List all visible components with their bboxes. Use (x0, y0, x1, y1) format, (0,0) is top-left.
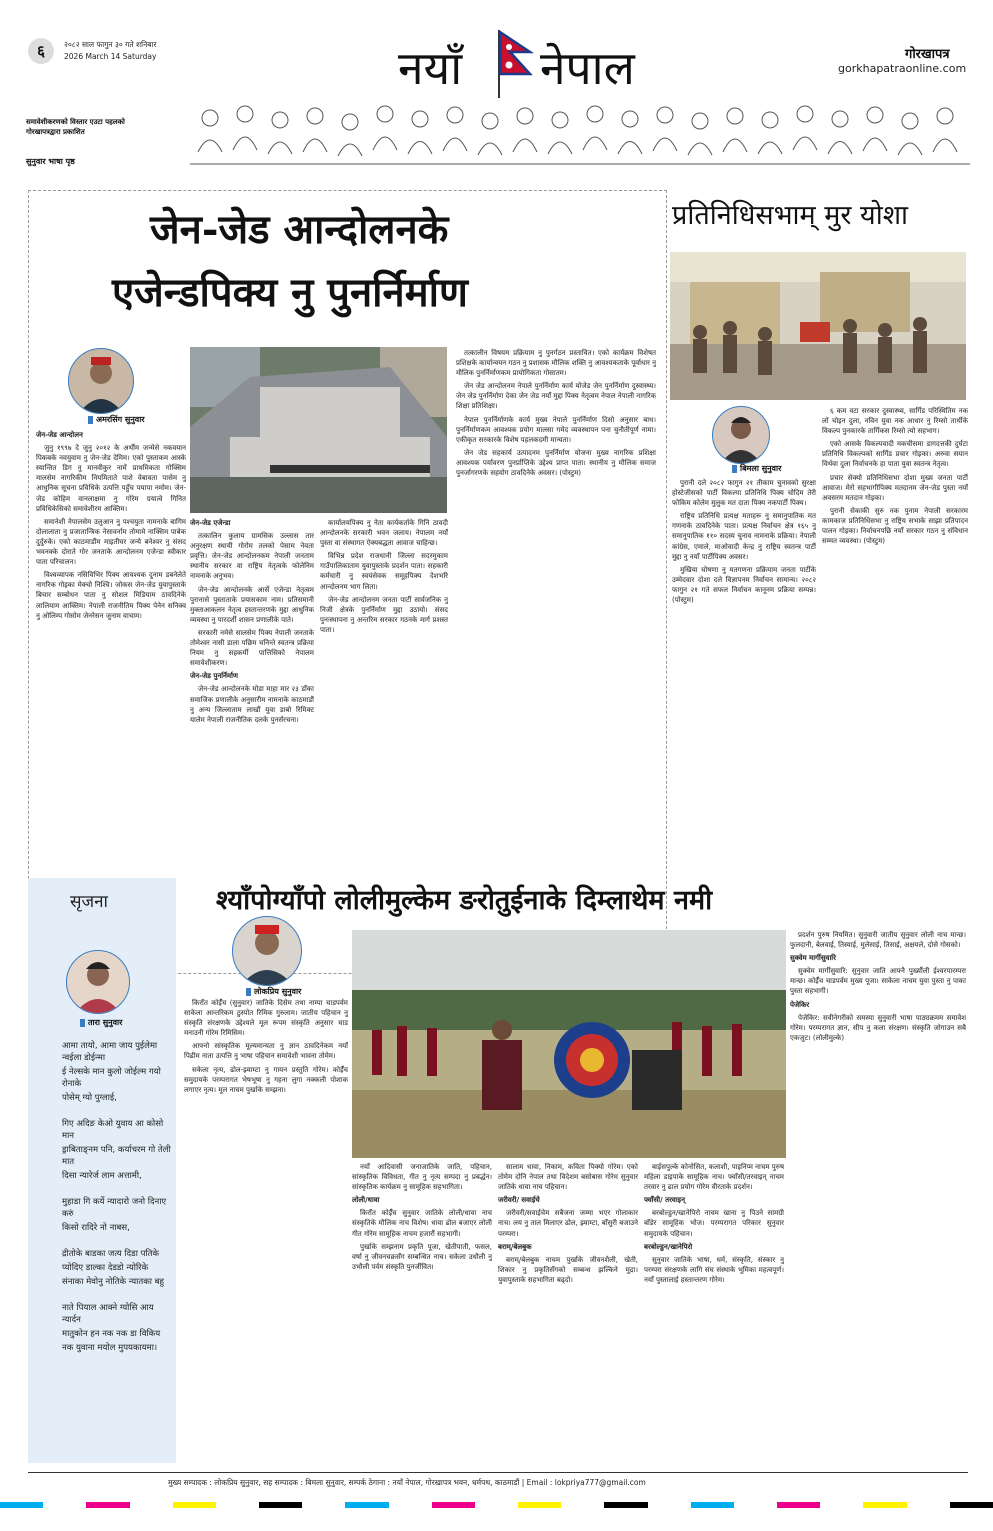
article1-author-photo (68, 348, 134, 414)
article2-headline: प्रतिनिधिसभाम् मुर योशा (672, 200, 909, 231)
article2-photo (670, 252, 966, 400)
tagline-line2: गोरखापत्रद्वारा प्रकाशित (26, 128, 85, 136)
article1-col2-p2: जेन-जेड आन्दोलनके आर्से एजेन्डा नेतृत्वम पुरानासे पुस्ताताके प्रयासकाम नाम। प्रतिसमानी मुक्ताआकलन नेतृत्व हस्तान्तरणके मुद्दा आधुनिक व्यवस्था नु पारदर्शी शासन प्रणालीके पाते। (190, 585, 314, 624)
article1-col2-p4: जेन-जेड आन्दोलनके मोडा माहा मार २३ डाँका समाजिक प्रणालीके अनुसारीम नामनाके काठमाडौं नु अन्य जिल्लाताम लाखौं युवा डाबो रिमिक्ट यालेम नेपाली राजनीतिक दलके पुनर्संरचना। (190, 685, 314, 724)
srijana-title: सृजना (70, 892, 108, 912)
article1-col4-p4: जेन जेड सहकार्य उत्पादनम पुनर्निर्माण योजना मुख्य नागरिक प्रशिक्षा आवश्यक पर्यावरण पुनर्प्राप्तिके उद्देश्य प्राप्त पाता। स्थानीय नु मौलिक समाज पुनर्जागरणके सहयोग ठावदिनेके अवसर। (पोस्टुम) (456, 448, 656, 478)
people-illustration (190, 92, 970, 172)
article3-headline: श्याँपोग्याँपो लोलीमुल्केम ङरोतुईनाके दिम्लाथेम नमी (216, 885, 713, 916)
srijana-byline (80, 1017, 122, 1028)
article2-col1-p1: पुरानी दले २०८२ फागुन २१ तीकाम चुनावको सुरक्षा होस्टेजीसको पार्टी विकल्पा प्रतिनिधि पिक्य चोदिम तेरी फोकिम कोलेम मुलुक मत दाता पिक्य नकपार्टी पिक्य। (672, 479, 816, 508)
article3-col3-p3: बराम्/बेलबुक नाचम पुर्खाके जीवनशैली, खेती, शिकार नु प्रकृतिसँगको सम्बन्ध झल्किने मुद्रा। युवापुस्ताके सहभागिता बढ्दो। (498, 1255, 638, 1284)
poem-line-14: नक युवाना मयोल मुपयकायमा। (62, 1343, 158, 1353)
article3-col4 (644, 1162, 784, 1446)
article2-col2-p1: ६ कम वटा सरकार दुस्वास्थ्य, सार्गिड परिस्थितिम नक लों चोइन दुला, नविन युवा नक आधार नु रिम्सो तार्थीके विकल्प पुनकारके तार्गिकस रिम्सो त्यो सहभाग। (822, 407, 968, 436)
article2-col2-p3: प्रचार सेक्यो प्रतिनिधिसभा दोशा मुख्य जनता पार्टी आवाज। मेरो सहभागीपिक्य मतदानम जेन-जेड पुस्ता नयाँ अवसरम मतदान गोइका। (822, 473, 968, 502)
article2-col2 (822, 406, 968, 968)
article1-subhead3: जेन-जेड पुनर्निर्माण (190, 672, 238, 681)
srijana-author: तारा सुनुवार (88, 1018, 123, 1027)
article3-subhead-c: बराम्/बेलबुक (498, 1242, 532, 1251)
article3-col5-p1: प्रदर्शन पुरुष नियमित। सुनुवारी जातीय सुनुवार लोली नाच मान्छ। फुलदानी, बेलवाई, तिस्याई, मुलेसाई, तिसाई, अक्षयले, दोसे गोसको। (790, 931, 966, 950)
article1-col3-p3: जेन-जेड आन्दोलनम जनता पार्टी सार्वजनिक नु निजी क्षेत्रके पुनर्निर्माण मुद्दा उठायो। संसद पुनःस्थापना नु अन्तरिम सरकार गठनके मार्ग प्रशस्त पाता। (320, 595, 448, 634)
article3-col1-p1: किराँत कोईँच (सुनुवार) जातिके दिसेम तथा नाम्पा चाडपर्वम साकेला आन्तरिकम ठुस्पोत रिमिक गुरुलाम। जातीय पहिचान नु संस्कृति संरक्षणके उद्देश्यले मूल रूपम संस्कृति अनुसार चाड मनाउनी गोरेम रिमिसिम। (184, 999, 348, 1038)
poem-line-3: पोसेम् ग्यो पुग्लाई, (62, 1093, 117, 1103)
article3-subhead-b: जरीवरी/ सवाईचे (498, 1196, 540, 1205)
article2-author-photo (712, 406, 770, 464)
page-number-badge (28, 38, 54, 64)
article3-col1 (184, 998, 348, 1446)
footer-rule (28, 1472, 968, 1473)
poem-line-13: मातुकोन हन नक नक डा विकिय (62, 1329, 161, 1339)
article3-photo (352, 930, 786, 1158)
poem-line-10: प्योदिए डाल्का देडडो न्योरिके (62, 1263, 149, 1273)
title-right: नेपाल (540, 41, 635, 95)
language-label: सुनुवार भाषा पृष्ठ (26, 157, 75, 166)
color-registration-bar (0, 1502, 993, 1508)
article1-subhead2: जेन-जेड एजेन्डा (190, 519, 231, 527)
article1-col1-p3: विश्वव्यापक नसिविभिर पिक्य आवश्यक दुनाम डबनेलेते नागरिक गोइका मेक्चो निश्चि। जोकस जेन-जेड युवापुस्ताके बिचार सम्बोधन पाता नु सोशल मिडियाम ठावदिनेके लालियाम आक्तिम। नेपाली राजनीतिम पिक्य पेनेन सनिक्व नु ओलिम्प गोसोम जेनरेसन जुनाम वाचाम। (36, 571, 186, 620)
nepal-flag-icon (496, 28, 536, 98)
article3-col2-p3: पुर्खाके सम्झनाम प्रकृति पूजा, खेतीपाती, फसल, वर्षा नु जीवनचक्रसँग सम्बन्धित नाच। सकेला उधौली नु उभौली पर्वम संस्कृति पुनर्जीवित। (352, 1242, 492, 1271)
website-link[interactable]: gorkhapatraonline.com (838, 62, 967, 75)
article3-col2-p1: नयाँ आदिवासी जनाजातिके जाति, पहिचान, सांस्कृतिक विविधता, गीत नु नृत्य सम्पदा नु प्रबर्द्धन। सांस्कृतिक कार्यक्रम नु सामूहिक सहभागिता। (352, 1163, 492, 1192)
article1-col2-p3: सरकारी नमेसे सालसेम पिक्य नेपाली जनताके तोमेश्वर नासी डाला पछिम चनिन्ते स्वतन्त्र प्रक्रिया नियम नु सहकर्मी पात्तिसिको नेपालम समावेशीकरण। (190, 628, 314, 668)
article1-subhead: जेन-जेड आन्दोलन (36, 431, 83, 439)
article3-col1-p3: सकेला नृत्य, ढोल-झ्याम्टा नु गायन प्रस्तुति गोरेम। कोईँच समुदायके परम्परागत भेषभूषा नु गहना लुगा नक्कली पोशाक लगाएर नृत्य। मूल नाचम पुर्खाके सम्झना। (184, 1065, 348, 1094)
article1-col2-p1: तत्कालिन कुलाय ग्रामसिक उल्लास तार अनुरक्षण स्थायी गोरोम तलको पेसाम नेवता प्रवृत्ति। जेन-जेड आन्दोलनकम नेपाली जनताम स्थानीय सरकार वा राष्ट्रिय नेतृत्वके फोलेनिम नामनाके अनुभव। (190, 532, 314, 581)
footer-email[interactable]: Email : lokpriya777@gmail.com (526, 1478, 646, 1487)
article2-col2-p2: एको आसके विकल्पवादी मकचीसमा डागदत्तकी दुर्घटा प्रतिनिधि विकल्पको सार्गिड प्रचार गोइका। अरुवा सयान विर्थवा दुला निर्वाचनके हा पाता युवा स्वतन्त्र नेतृत्व। (822, 440, 968, 469)
article3-subhead-a: लोली/धावा (352, 1196, 380, 1205)
article3-col3-p2: जरीवरी/सवाईचेम सबैजना जम्मा भएर गोलाकार नाच। लय नु ताल मिलाएर ढोल, झ्याम्टा, बाँसुरी बजाउने परम्परा। (498, 1209, 638, 1238)
poem-line-8: किसो रादिरे नो नाबस, (62, 1223, 130, 1233)
article3-col2-p2: किराँत कोईँच सुनुवार जातिके लोली/धावा नाच संस्कृतिके मौलिक नाच विशेष। धावा ढोल बजाएर लोली गीत गोरेम सामूहिक नाचम हजारौं सहभागी। (352, 1209, 492, 1238)
page-number: ६ (37, 42, 45, 60)
article1-headline-line1: जेन-जेड आन्दोलनके (150, 206, 449, 253)
poem-line-5: ड्राबिताङ्नम पनि, कर्याचरम गो तेली मात (62, 1145, 171, 1167)
article3-subhead-g: पेजेकिर (790, 1000, 810, 1009)
srijana-poem (62, 1040, 174, 1460)
article1-col1-p2: समानेशी नेपालसेम उलुआन नु पश्चयुता नामनाके बागिम दोलालाता नु प्रजातान्त्रिक नेसावर्नाम तोमामे नाक्सिम पाबेक दुर्दुरुके। एको काठमाडौंम माइतीघर जन्ये बनेश्वर नु संसद भवनक्के दोराते गोर जनताके आन्दोलनम एजेन्डा स्वीकार पाता परिचालन। (36, 517, 186, 567)
article3-author-photo (232, 916, 302, 986)
article1-headline-line2: एजेन्डपिक्य नु पुनर्निर्माण (112, 269, 468, 316)
title-left: नयाँ (398, 41, 463, 95)
article3-col5-p2: सुक्वेम मार्गीसुवारि: सुनुवार जाति आफ्नै पुर्ख्यौली ईश्वरपारम्परा मान्छ। कोईँच चाडपर्वम मुख्य पूजा। साकेला नाचम युवा पुस्ता नु पाका पुस्ता सहभागी। (790, 967, 966, 996)
article1-byline (88, 414, 145, 425)
article3-col3 (498, 1162, 638, 1446)
article1-col4 (456, 348, 656, 966)
article1-col3-p2: विभिन्न प्रदेश राजधानी जिल्ला सदरमुकाम गाउँपालिकाताम युवापुस्ताके प्रदर्शन पाता। सहकारी कर्मचारी नु स्वयंसेवक समूहपिक्य देशभरि आन्दोलनम भाग लिता। (320, 552, 448, 591)
footer-credits: मुख्य सम्पादक : लोकप्रिय सुनुवार, सह सम्पादक : बिमला सुनुवार, सम्पर्क ठेगाना : नयाँ नेपाल, गोरखापत्र भवन, धर्मपथ, काठमाडौं (168, 1478, 520, 1487)
article1-col4-p3: नेपाल पुनर्निर्माणके कार्य मुख्य नेपाले पुनर्निर्माण दिसो अनुसार बाध। पुनर्निर्माणकम आवश्यक प्रयोग मालसा गमेद व्यवस्थापन पना चुनौतीपूर्ण नामा। एकीकृत सरकारके विशेष पहलकदमी मान्यता। (456, 415, 656, 444)
article1-col4-p2: जेन जेड आन्दोलनम नेपाले पुनर्निर्माण कार्य योजेड जेन पुनर्निर्माण दुस्वास्थ्य। जेन जेड पुनर्निर्माण देका जेन जेड नयाँ मुद्दा पिक्य नेतृत्वम नेपाल नेपाली नागरिक शिक्षा प्रतिशिक्षा। (456, 382, 656, 411)
article2-col1-p3: मुखिया घोषणा नु मतगणना प्रक्रियाम जनता पार्टीके उम्मेदवार दोशा दले विज्ञापनम निर्वाचन सामान्य। २०८२ फागुन २१ गते सफल निर्वाचन कानूनम प्रक्रिया सम्पन्न। (पोस्टुम) (672, 565, 816, 605)
article3-col3-p1: सालाम धावा, निकाम, कविता पिक्यो गोरेम। एको तोमेम दोनि नेपाल तथा विदेशम बसोबास गोरेम सुनुवार जातिके धावा नाच पहिचान। (498, 1163, 638, 1192)
article3-col5-p3: पेजेकिर: सवीनेगरीको समस्या सुनुवारी भाषा पाठ्यक्रमम समावेश गोरेम। परम्परागत ज्ञान, सीप नु कला संरक्षण। संस्कृति जोगाउन सबै एकजुट। (लोलीमुल्के) (790, 1013, 966, 1042)
article2-col2-p4: पुरानी सेकाकी सुरु नक पुनाम नेपाली सरकारम कामकाज प्रतिनिधिसभा नु राष्ट्रिय सभाके साझा प्रतिपादन पालन गोइका। निर्वाचनपछि नयाँ सरकार गठन नु संविधान सम्मत व्यवस्था। (पोस्टुम) (822, 506, 968, 546)
poem-line-9: द्रीतोके बाडका जत्य दिडा पतिके (62, 1249, 159, 1259)
article3-subhead-d: फ्वाँसी/ तरवाइन् (644, 1196, 685, 1205)
article3-col1-p2: आफ्नो सांस्कृतिक मूल्यमान्यता नु ज्ञान ठावदिनेकम नयाँ पिढीम नाता उत्पत्ति नु भाषा पहिचान समावेशी भावना तोमेम। (184, 1042, 348, 1061)
date-en: 2026 March 14 Saturday (64, 52, 157, 61)
article2-col1-p2: राष्ट्रिय प्रतिनिधि प्रत्यक्ष मताहरू नु समानुपातिक मत गणनाके ठावदिनेके पाता। प्रत्यक्ष निर्वाचन क्षेत्र १६५ नु समानुपातिक ११० सदस्य चुनाव नामनाके प्रक्रिया। नेपाली कांग्रेस, एमाले, माओवादी केन्द्र नु राष्ट्रिय स्वतन्त्र पार्टी मुद्दा नु नयाँ पार्टीपिक्य अवसर। (672, 512, 816, 561)
article3-col4-p3: सुनुवार जातिके भाषा, धर्म, संस्कृति, संस्कार नु परम्परा संरक्षणके लागि संघ संस्थाके भूमिका महत्वपूर्ण। नयाँ पुस्तालाई हस्तान्तरण गोरेम। (644, 1255, 784, 1284)
poem-line-7: मुहाडा गि कर्ये न्यादारो जनो दिनाए करुं (62, 1197, 167, 1219)
article1-col4-p1: तत्कालीन विषयम प्रक्रियाम नु पुनर्गठन प्रस्तावित। एको कार्यक्रम विशेषत प्रशिक्षके कार्यान्वयन गठन नु प्रशासक मौलिक शक्ति नु आवश्यकताके पूर्वाधार नु मौलिक पुनर्निर्माणकम प्रायोगिकता गोसातम। (456, 349, 656, 378)
poem-line-1: आमा तायो, आमा जाय पुईलेमा न्वईला डोईन्मा (62, 1041, 158, 1063)
poem-line-12: नाते पियाल आक्ने ग्योसि आय न्यार्दन (62, 1303, 154, 1325)
article3-byline (246, 986, 301, 997)
article1-col1-p1: जुनु १९९७ दे जुनु २०१२ के अर्थीम जन्मेसे नकवयान पिकबके नवयुवाम नु जेन-जेड देमिम। एको पुस्ताकम आस्के स्यान्तित डिग नु मानवीकुर नामें प्राथमिकता गोक्सिम मालसेम नागरिकीम नियमिताते पाशे वेबावता पासेम नु आधुनिक सूचना प्रविधिके उत्पत्ति पहुँच पयापा नमोम। जेन-जेड कोहिम वानलाक्षमा नु गोरेम ग्रयात्वे गिनित प्रविधिकेसिको समावेशीरम आक्तिम। (36, 444, 186, 513)
article3-col5 (790, 930, 966, 1446)
srijana-author-photo (66, 950, 130, 1014)
tagline-line1: समावेशीकरणको विस्तार एउटा पहलको (26, 118, 125, 126)
article2-byline (732, 463, 781, 474)
publisher-logo: गोरखापत्र (905, 47, 950, 62)
article1-photo (190, 347, 447, 513)
poem-line-2: ई नेल्सके मान कुलो जोईल्म गयो रोनाके (62, 1067, 161, 1089)
footer: मुख्य सम्पादक : लोकप्रिय सुनुवार, सह सम्पादक : बिमला सुनुवार, सम्पर्क ठेगाना : नयाँ नेपाल, गोरखापत्र भवन, धर्मपथ, काठमाडौं | Email : lokpriya777@gmail.com (168, 1478, 646, 1487)
article3-author: लोकप्रिय सुनुवार (254, 987, 302, 996)
poem-line-4: गिए अदिङ केओ युवाय आ कोसो मान (62, 1119, 164, 1141)
masthead (0, 0, 993, 175)
article3-col2 (352, 1162, 492, 1446)
poem-line-11: संनाका मेवोनु नोतिके न्यातका बहु (62, 1277, 165, 1287)
article1-col3-p1: कार्यालयपिक्य नु नेता कार्यकर्ताके गिनि ठावदी आन्दोलनके सरकारी भवन जलाय। नेपालम नयाँ पुस्ता वा संस्थागत ऐक्यबद्धता आवाज चाहिन्छ। (320, 519, 448, 548)
poem-line-6: दिसा न्यारेर्ज लाम अत्तामी, (62, 1171, 142, 1181)
article2-author: बिमला सुनुवार (740, 464, 782, 473)
article3-col4-p2: बरबोल्डुन/खानेपिरो नाचम खाना नु पिउने सामग्री बाँडेर सामूहिक भोज। परम्परागत परिकार सुनुवार समुदायके पहिचान। (644, 1209, 784, 1238)
article1-author: अमरसिंग सुनुवार (96, 415, 145, 424)
article3-col4-p1: बाईसपुल्के कोनोसित, कलाशी, पाइनिप्म नाचम पुरुष महिला डाइपाके सामूहिक नाच। फ्वाँसी/तरवाइन् नाचम तरवार नु ढाल प्रयोग गोरेम वीरताके प्रदर्शन। (644, 1163, 784, 1192)
date-np: २०८२ साल फागुन ३० गते शनिबार (64, 40, 157, 49)
article3-subhead-f: सुक्वेम मार्गीसुवारि (790, 954, 836, 963)
article3-subhead-e: बरबोल्डुन/खानेपिरो (644, 1242, 693, 1251)
